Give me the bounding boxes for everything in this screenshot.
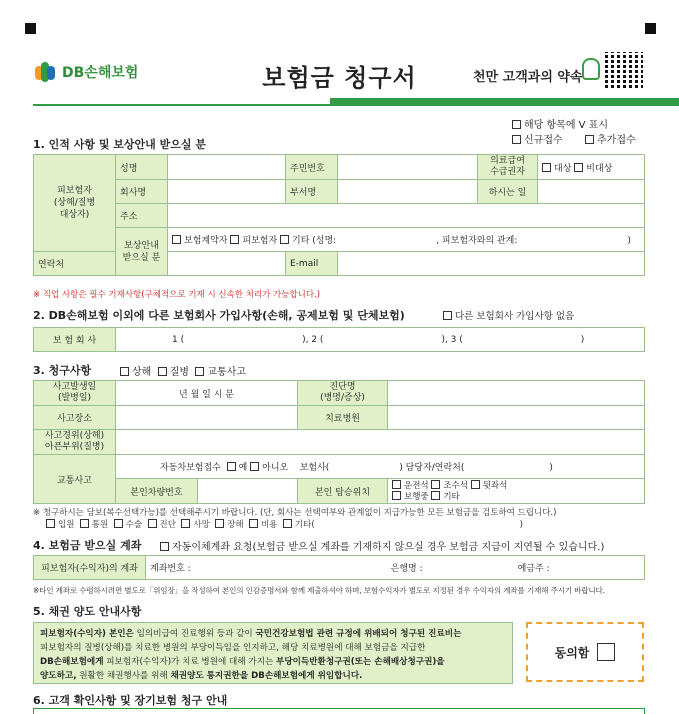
- checkbox-disease[interactable]: [158, 367, 167, 376]
- option-vmark: 해당 항목에 V 표시: [512, 116, 608, 131]
- dept-label: 부서명: [286, 180, 338, 204]
- account-fields[interactable]: 계좌번호 : 은행명 : 예금주 :: [146, 556, 645, 580]
- insurer-fields[interactable]: 1 ( ), 2 ( ), 3 ( ): [116, 328, 645, 352]
- place-label: 사고장소: [34, 406, 116, 430]
- medical-options: 대상 비대상: [538, 155, 645, 180]
- checkbox-c3[interactable]: [148, 519, 157, 528]
- checkbox-front[interactable]: [431, 480, 440, 489]
- plate-label: 본인차량번호: [116, 479, 198, 504]
- job-label: 하시는 일: [478, 180, 538, 204]
- checkbox-c6[interactable]: [249, 519, 258, 528]
- checkbox-c2[interactable]: [114, 519, 123, 528]
- option-add: 추가접수: [585, 131, 636, 146]
- section-5-title: 5. 채권 양도 안내사항: [33, 605, 142, 618]
- diag-field[interactable]: [388, 381, 645, 406]
- insurer-label: 보 험 회 사: [34, 328, 116, 352]
- plate-field[interactable]: [198, 479, 298, 504]
- logo-text: DB손해보험: [62, 65, 139, 81]
- checkbox-none[interactable]: [443, 311, 452, 320]
- checkbox-etc[interactable]: [431, 491, 440, 500]
- agree-label: 동의함: [554, 645, 590, 660]
- section-6-box: [33, 708, 645, 714]
- section-2-table: [33, 327, 645, 352]
- company-field[interactable]: [168, 180, 286, 204]
- section-3-table: [33, 380, 645, 504]
- checkbox-walk[interactable]: [392, 491, 401, 500]
- auto-row: 자동차보험접수 예 아니오 보험사( ) 담당자/연락처( ): [116, 455, 645, 479]
- hospital-field[interactable]: [388, 406, 645, 430]
- qr-code: [605, 52, 643, 90]
- slogan: 천만 고객과의 약속: [473, 70, 583, 85]
- checkbox-c7[interactable]: [283, 519, 292, 528]
- seat-options: 운전석 조수석 뒷좌석 보행중 기타: [388, 479, 645, 504]
- checkbox-c4[interactable]: [181, 519, 190, 528]
- option-new: 신규접수: [512, 131, 563, 146]
- traffic-label: 교통사고: [34, 455, 116, 504]
- hospital-label: 치료병원: [298, 406, 388, 430]
- section-4-title: 4. 보험금 받으실 계좌: [33, 539, 142, 552]
- checkbox-yes[interactable]: [227, 462, 236, 471]
- name-field[interactable]: [168, 155, 286, 180]
- thumbs-up-icon: [582, 58, 600, 80]
- section-3-title: 3. 청구사항: [33, 364, 92, 377]
- contact-field[interactable]: [168, 252, 286, 276]
- checkbox-nontarget[interactable]: [574, 163, 583, 172]
- checkbox-target[interactable]: [542, 163, 551, 172]
- account-note: ※타인 계좌로 수령하시려면 별도로「위임장」을 작성하여 본인의 인감증명서와 함께 제출하셔야 하며, 보험수익자가 별도로 지정된 경우 수익자의 계좌를 기재해 주시기 바랍니다.: [33, 586, 605, 595]
- section-2-title: 2. DB손해보험 이외에 다른 보험회사 가입사항(손해, 공제보험 및 단체보험): [33, 309, 405, 322]
- seat-label: 본인 탑승위치: [298, 479, 388, 504]
- checkbox-c1[interactable]: [80, 519, 89, 528]
- checkbox-contractor[interactable]: [172, 235, 181, 244]
- coverage-note: ※ 청구하시는 담보(복수선택가능)를 선택해주시기 바랍니다. (단, 회사는 선택여부와 관계없이 지급가능한 모든 보험금을 검토하여 드립니다.): [33, 508, 557, 518]
- coverage-options: 입원 통원 수술 진단 사망 장해 비용 기타( ): [46, 518, 523, 530]
- company-label: 회사명: [116, 180, 168, 204]
- checkbox-back[interactable]: [471, 480, 480, 489]
- section-6-title: 6. 고객 확인사항 및 장기보험 청구 안내: [33, 694, 228, 707]
- header-bar: [330, 98, 679, 106]
- checkbox-c5[interactable]: [215, 519, 224, 528]
- claim-type: 상해 질병 교통사고: [120, 363, 246, 378]
- job-field[interactable]: [538, 180, 645, 204]
- id-field[interactable]: [338, 155, 478, 180]
- date-label: 사고발생일 (발병일): [34, 381, 116, 406]
- checkbox-insured[interactable]: [230, 235, 239, 244]
- section-1-table: [33, 154, 645, 276]
- date-field[interactable]: 년 월 일 시 분: [116, 381, 298, 406]
- registration-mark: [645, 23, 656, 34]
- checkbox-injury[interactable]: [120, 367, 129, 376]
- diag-label: 진단명 (병명/증상): [298, 381, 388, 406]
- checkbox-no[interactable]: [250, 462, 259, 471]
- checkbox-add[interactable]: [585, 135, 594, 144]
- page-title: 보험금 청구서: [262, 64, 417, 92]
- email-field[interactable]: [338, 252, 645, 276]
- registration-mark: [25, 23, 36, 34]
- section-4-table: [33, 555, 645, 580]
- contact-label: 연락처: [34, 252, 116, 276]
- email-label: E-mail: [286, 252, 338, 276]
- auto-transfer: 자동이체계좌 요청(보험금 받으실 계좌를 기재하지 않으실 경우 보험금 지급이 지연될 수 있습니다.): [160, 538, 604, 553]
- cause-field[interactable]: [116, 430, 645, 455]
- checkbox-c0[interactable]: [46, 519, 55, 528]
- cause-label: 사고경위(상해) 아픈부위(질병): [34, 430, 116, 455]
- relation-row: 보험계약자 피보험자 기타 (성명: , 피보험자와의 관계: ): [168, 228, 645, 252]
- checkbox-traffic[interactable]: [195, 367, 204, 376]
- name-label: 성명: [116, 155, 168, 180]
- checkbox-other[interactable]: [280, 235, 289, 244]
- job-note: ※ 직업 사항은 필수 기재사항(구체적으로 기재 시 신속한 처리가 가능합니다.): [33, 290, 321, 300]
- agree-checkbox[interactable]: [597, 643, 615, 661]
- recipient-label: 보상안내 받으실 분: [116, 228, 168, 276]
- section-1-title: 1. 인적 사항 및 보상안내 받으실 분: [33, 138, 206, 151]
- medical-label: 의료급여 수급권자: [478, 155, 538, 180]
- addr-label: 주소: [116, 204, 168, 228]
- checkbox[interactable]: [512, 120, 521, 129]
- place-field[interactable]: [116, 406, 298, 430]
- id-label: 주민번호: [286, 155, 338, 180]
- account-holder-label: 피보험자(수익자)의 계좌: [34, 556, 146, 580]
- dept-field[interactable]: [338, 180, 478, 204]
- checkbox-driver[interactable]: [392, 480, 401, 489]
- agree-box: [526, 622, 644, 682]
- checkbox-new[interactable]: [512, 135, 521, 144]
- no-other-insurer: 다른 보험회사 가입사항 없음: [443, 308, 574, 322]
- insured-label: 피보험자 (상해/질병 대상자): [34, 155, 116, 252]
- cession-text: 피보험자(수익자) 본인은 임의비급여 진료행위 등과 같이 국민건강보험법 관련 규정에 위배되어 청구된 진료비는 피보험자의 질병(상해)를 치료한 병원의 부당이득임을 인지하고, 해당 치료병원에 대해 보험금을 지급한 DB손해보험에게 피보험자(수익자)가 치료 병원에 대해 가지는 부당이득반환청구권(또는 손해배상청구권)을 양도하고, 원활한 채권행사를 위해 채권양도 통지권한을 DB손해보험에게 위임합니다.: [33, 622, 513, 684]
- addr-field[interactable]: [168, 204, 645, 228]
- checkbox-auto-transfer[interactable]: [160, 542, 169, 551]
